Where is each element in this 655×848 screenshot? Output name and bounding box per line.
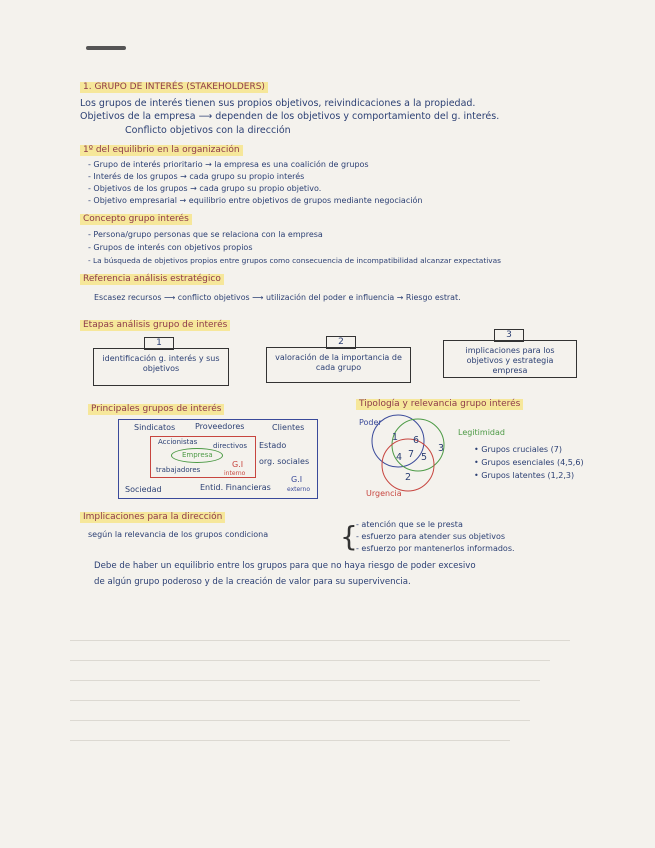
venn-region-number: 4 bbox=[396, 452, 403, 463]
group-label: trabajadores bbox=[156, 466, 201, 474]
section-heading-tipologia: Tipología y relevancia grupo interés bbox=[356, 399, 523, 410]
venn-legend-item: • Grupos latentes (1,2,3) bbox=[474, 471, 575, 480]
venn-region-number: 5 bbox=[421, 452, 428, 463]
step-number: 2 bbox=[326, 336, 356, 349]
bleed-through-line bbox=[70, 640, 570, 641]
venn-label-legitimidad: Legitimidad bbox=[458, 428, 505, 437]
group-label: Proveedores bbox=[195, 422, 245, 431]
list-item: - Grupo de interés prioritario → la empresa es una coalición de grupos bbox=[88, 160, 369, 169]
text-line: Los grupos de interés tienen sus propios objetivos, reivindicaciones a la propiedad. bbox=[80, 98, 476, 109]
section-heading-equilibrio: 1º del equilibrio en la organización bbox=[80, 145, 243, 156]
group-label: directivos bbox=[213, 442, 248, 450]
step-text: identificación g. interés y sus objetivos bbox=[102, 354, 220, 373]
bleed-through-line bbox=[70, 740, 510, 741]
venn-legend-item: • Grupos esenciales (4,5,6) bbox=[474, 458, 584, 467]
text-line: de algún grupo poderoso y de la creación de valor para su supervivencia. bbox=[94, 577, 411, 587]
step-box-1 bbox=[93, 348, 229, 386]
step-number: 3 bbox=[494, 329, 524, 342]
list-item: - Interés de los grupos → cada grupo su propio interés bbox=[88, 172, 305, 181]
bleed-through-line bbox=[70, 700, 520, 701]
group-label: Sociedad bbox=[125, 485, 162, 494]
list-item: - esfuerzo por mantenerlos informados. bbox=[356, 544, 515, 553]
section-heading-grupo-interes: 1. GRUPO DE INTERÉS (STAKEHOLDERS) bbox=[80, 82, 268, 93]
section-heading-principales: Principales grupos de interés bbox=[88, 404, 224, 415]
group-label: Estado bbox=[259, 441, 287, 450]
venn-region-number: 3 bbox=[438, 443, 445, 454]
step-text: valoración de la importancia de cada grupo bbox=[275, 353, 402, 372]
step-box-2 bbox=[266, 347, 411, 383]
group-label: Clientes bbox=[272, 423, 305, 432]
group-label: org. sociales bbox=[259, 457, 310, 466]
text-line: Conflicto objetivos con la dirección bbox=[125, 125, 291, 136]
venn-region-number: 1 bbox=[392, 432, 399, 443]
venn-label-urgencia: Urgencia bbox=[366, 489, 402, 498]
step-number: 1 bbox=[144, 337, 174, 350]
list-item: - Objetivo empresarial → equilibrio entre objetivos de grupos mediante negociación bbox=[88, 196, 423, 205]
group-label: externo bbox=[287, 486, 311, 493]
group-label: Accionistas bbox=[158, 438, 198, 446]
text-line: Objetivos de la empresa ⟶ dependen de los objetivos y comportamiento del g. interés. bbox=[80, 111, 500, 122]
list-item: - Objetivos de los grupos → cada grupo su propio objetivo. bbox=[88, 184, 322, 193]
section-heading-concepto: Concepto grupo interés bbox=[80, 214, 192, 225]
venn-region-number: 6 bbox=[413, 435, 420, 446]
venn-legend-item: • Grupos cruciales (7) bbox=[474, 445, 562, 454]
brace: { bbox=[340, 520, 358, 553]
group-label: Sindicatos bbox=[134, 423, 176, 432]
bleed-through-line bbox=[70, 660, 550, 661]
venn-region-number: 2 bbox=[405, 472, 412, 483]
list-item: - atención que se le presta bbox=[356, 520, 463, 529]
group-label: Empresa bbox=[182, 451, 213, 459]
bleed-through-line bbox=[70, 680, 540, 681]
list-item: - Persona/grupo personas que se relaciona con la empresa bbox=[88, 230, 323, 239]
binder-clip-mark bbox=[86, 46, 126, 50]
group-label: G.I bbox=[291, 475, 303, 484]
venn-region-number: 7 bbox=[408, 449, 415, 460]
group-label: Entid. Financieras bbox=[200, 483, 271, 492]
group-label: G.I bbox=[232, 460, 244, 469]
venn-label-poder: Poder bbox=[359, 418, 382, 427]
list-item: - Grupos de interés con objetivos propios bbox=[88, 243, 253, 252]
text-line: según la relevancia de los grupos condiciona bbox=[88, 530, 269, 539]
section-heading-referencia: Referencia análisis estratégico bbox=[80, 274, 224, 285]
text-line: Debe de haber un equilibrio entre los grupos para que no haya riesgo de poder excesivo bbox=[94, 561, 476, 571]
step-text: implicaciones para los objetivos y estrategia empresa bbox=[465, 346, 555, 375]
list-item: - La búsqueda de objetivos propios entre grupos como consecuencia de incompatibilidad alcanzar expectativas bbox=[88, 256, 502, 265]
step-box-3 bbox=[443, 340, 577, 378]
text-line: Escasez recursos ⟶ conflicto objetivos ⟶ utilización del poder e influencia → Riesgo estrat. bbox=[94, 293, 461, 302]
group-label: interno bbox=[224, 470, 246, 477]
section-heading-etapas: Etapas análisis grupo de interés bbox=[80, 320, 230, 331]
bleed-through-line bbox=[70, 720, 530, 721]
list-item: - esfuerzo para atender sus objetivos bbox=[356, 532, 506, 541]
section-heading-implicaciones: Implicaciones para la dirección bbox=[80, 512, 225, 523]
